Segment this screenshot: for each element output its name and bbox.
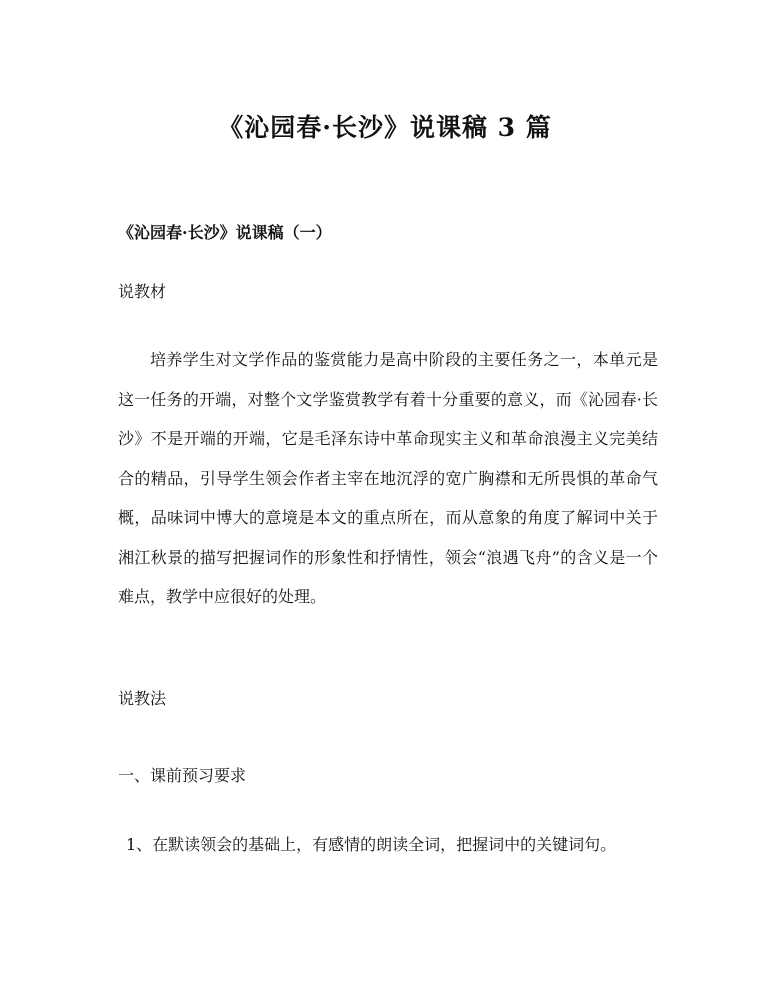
section-heading-textbook: 说教材 bbox=[118, 282, 167, 301]
subsection-heading-preview: 一、课前预习要求 bbox=[118, 766, 247, 785]
list-item: 1、在默读领会的基础上，有感情的朗读全词，把握词中的关键词句。 bbox=[126, 835, 617, 854]
document-title: 《沁园春·长沙》说课稿 3 篇 bbox=[218, 113, 552, 142]
body-paragraph: 培养学生对文学作品的鉴赏能力是高中阶段的主要任务之一，本单元是这一任务的开端，对整个文学鉴赏教学有着十分重要的意义，而《沁园春·长沙》不是开端的开端，它是毛泽东诗中革命现实主义和革命浪漫主义完美结合的精品，引导学生领会作者主宰在地沉浮的宽广胸襟和无所畏惧的革命气概，品味词中博大的意境是本文的重点所在，而从意象的角度了解词中关于湘江秋景的描写把握词作的形象性和抒情性，领会“浪遇飞舟”的含义是一个难点，教学中应很好的处理。 bbox=[118, 350, 658, 606]
document-subtitle: 《沁园春·长沙》说课稿（一） bbox=[118, 223, 332, 242]
section-heading-method: 说教法 bbox=[118, 689, 167, 708]
